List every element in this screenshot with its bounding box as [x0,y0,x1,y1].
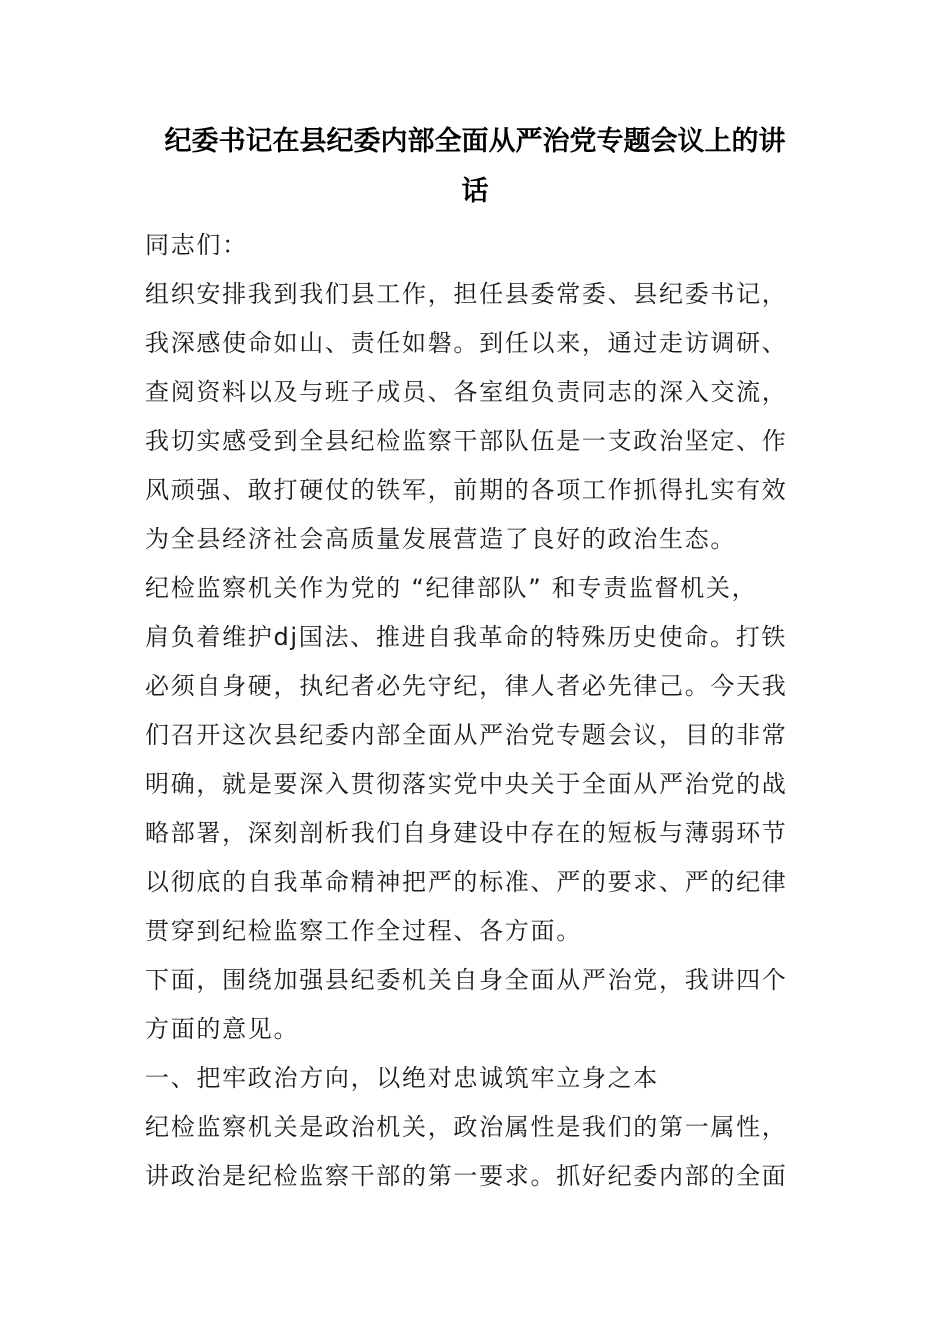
body-line: 讲政治是纪检监察干部的第一要求。抓好纪委内部的全面 [145,1162,788,1190]
body-line: 肩负着维护dj国法、推进自我革命的特殊历史使命。打铁 [145,623,788,651]
body-line: 们召开这次县纪委内部全面从严治党专题会议，目的非常 [145,721,788,749]
body-line: 略部署，深刻剖析我们自身建设中存在的短板与薄弱环节 [145,819,788,847]
body-line: 查阅资料以及与班子成员、各室组负责同志的深入交流， [145,378,788,406]
salutation: 同志们： [145,231,248,259]
body-line: 以彻底的自我革命精神把严的标准、严的要求、严的纪律 [145,868,788,896]
section-heading: 一、把牢政治方向，以绝对忠诚筑牢立身之本 [145,1064,659,1092]
body-line: 为全县经济社会高质量发展营造了良好的政治生态。 [145,525,737,553]
body-line: 风顽强、敢打硬仗的铁军，前期的各项工作抓得扎实有效 [145,476,788,504]
body-line: 纪检监察机关作为党的 “纪律部队” 和专责监督机关， [145,574,758,602]
body-line: 下面，围绕加强县纪委机关自身全面从严治党，我讲四个 [145,966,788,994]
body-line: 我深感使命如山、责任如磐。到任以来，通过走访调研、 [145,329,788,357]
document-title-line-2: 话 [461,176,489,207]
body-line: 方面的意见。 [145,1015,300,1043]
document-title-line-1: 纪委书记在县纪委内部全面从严治党专题会议上的讲 [164,126,786,157]
body-line: 必须自身硬，执纪者必先守纪，律人者必先律己。今天我 [145,672,788,700]
body-line: 组织安排我到我们县工作，担任县委常委、县纪委书记， [145,280,788,308]
body-line: 明确，就是要深入贯彻落实党中央关于全面从严治党的战 [145,770,788,798]
body-line: 纪检监察机关是政治机关，政治属性是我们的第一属性， [145,1113,788,1141]
body-line: 贯穿到纪检监察工作全过程、各方面。 [145,917,582,945]
body-line: 我切实感受到全县纪检监察干部队伍是一支政治坚定、作 [145,427,788,455]
